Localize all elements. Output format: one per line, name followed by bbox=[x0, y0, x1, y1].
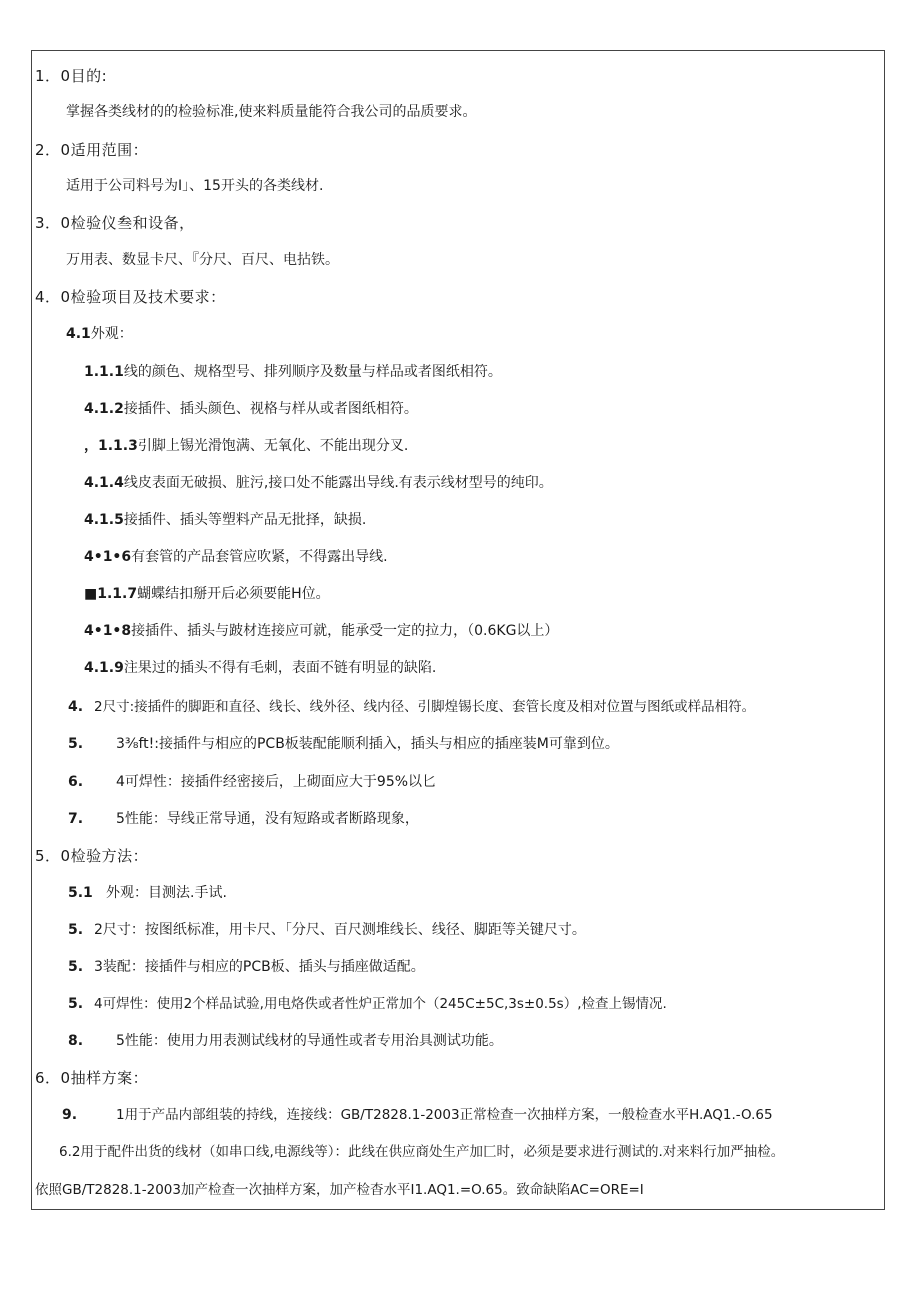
item-4-4-number: 6. bbox=[68, 774, 84, 790]
item-text: 线皮表面无破损、脏污,接口处不能露出导线.有表示线材型号的纯印。 bbox=[123, 475, 553, 491]
item-4-3-text: 3⅜ft!:接插件与相应的PCB板装配能顺利插入，插头与相应的插座装M可靠到位。 bbox=[116, 736, 619, 752]
item-4-1-7 bbox=[84, 584, 330, 604]
section-5-heading: 5．0检验方法： bbox=[35, 847, 149, 865]
item-text: 有套管的产品套管应吹紧，不得露出导线. bbox=[131, 549, 388, 565]
item-4-1-4 bbox=[84, 473, 553, 493]
item-4-1-2 bbox=[84, 399, 418, 419]
item-number: 4.1.2 bbox=[84, 401, 124, 417]
item-text: 线的颜色、规格型号、排列顺序及数量与样品或者图纸相符。 bbox=[123, 364, 502, 380]
item-number: 1.1.1 bbox=[84, 364, 124, 380]
item-5-5-number: 8. bbox=[68, 1033, 84, 1049]
item-number: 4.1.5 bbox=[84, 512, 124, 528]
item-4-5-text: 5性能：导线正常导通，没有短路或者断路现象， bbox=[116, 811, 419, 827]
item-5-3-text: 3装配：接插件与相应的PCB板、插头与插座做适配。 bbox=[94, 959, 425, 975]
item-text: 接插件、插头与跛材连接应可就，能承受一定的拉力，（0.6KG以上） bbox=[131, 623, 559, 639]
item-4-1-8 bbox=[84, 621, 558, 641]
item-6-2-text: 6.2用于配件出货的线材（如串口线,电源线等）：此线在供应商处生产加匚时，必须是要求进行测试的.对来料行加严抽检。 bbox=[59, 1144, 785, 1160]
item-text: 接插件、插头颜色、视格与样从或者图纸相符。 bbox=[123, 401, 418, 417]
section-2-text: 适用于公司料号为I」、15开头的各类线材. bbox=[66, 178, 324, 194]
section-6-heading: 6．0抽样方案： bbox=[35, 1069, 149, 1087]
item-number: 4.1.9 bbox=[84, 660, 124, 676]
item-text: 蝴蝶结扣掰开后必须要能H位。 bbox=[137, 586, 330, 602]
item-4-2-text: 2尺寸:接插件的脚距和直径、线长、线外径、线内径、引脚煌锡长度、套管长度及相对位置与图纸或样品相符。 bbox=[94, 699, 756, 715]
item-number: ■1.1.7 bbox=[84, 586, 138, 602]
section-3-text: 万用表、数显卡尺、『分尺、百尺、电拈铁。 bbox=[66, 252, 339, 268]
item-4-1-1 bbox=[84, 362, 502, 382]
item-5-1-number: 5.1 bbox=[68, 885, 93, 901]
item-5-5-text: 5性能：使用力用表测试线材的导通性或者专用治具测试功能。 bbox=[116, 1033, 503, 1049]
item-4-2-number: 4. bbox=[68, 699, 84, 715]
item-6-2-continuation: 依照GB/T2828.1-2003加产检查一次抽样方案，加产检杳水平I1.AQ1.=O.65。致命缺陷AC=ORE=I bbox=[35, 1182, 644, 1198]
item-4-3-number: 5. bbox=[68, 736, 84, 752]
section-2-heading: 2．0适用范围： bbox=[35, 141, 149, 159]
item-number: 4.1.4 bbox=[84, 475, 124, 491]
item-number: ，1.1.3 bbox=[84, 438, 138, 454]
item-4-1-5 bbox=[84, 510, 366, 530]
item-4-1-6 bbox=[84, 547, 388, 567]
item-5-4-number: 5. bbox=[68, 996, 84, 1012]
item-4-1-3 bbox=[84, 436, 408, 456]
item-5-1-text: 外观：目测法.手试. bbox=[106, 885, 227, 901]
section-4-heading: 4．0检验项目及技术要求： bbox=[35, 288, 226, 306]
item-4-1-9 bbox=[84, 658, 436, 678]
item-6-1-text: 1用于产品内部组装的持线，连接线：GB/T2828.1-2003正常检查一次抽样方案，一般检查水平H.AQ1.-O.65 bbox=[116, 1107, 773, 1123]
item-5-2-number: 5. bbox=[68, 922, 84, 938]
item-text: 引脚上锡光滑饱满、无氧化、不能出现分叉. bbox=[137, 438, 409, 454]
item-5-2-text: 2尺寸：按图纸标准，用卡尺、「分尺、百尺测堆线长、线径、脚距等关键尺寸。 bbox=[94, 922, 586, 938]
item-6-1-number: 9. bbox=[62, 1107, 78, 1123]
item-number: 4•1•8 bbox=[84, 623, 132, 639]
item-number: 4•1•6 bbox=[84, 549, 132, 565]
item-text: 外观： bbox=[90, 326, 133, 342]
item-4-4-text: 4可焊性：接插件经密接后，上砌面应大于95%以匕 bbox=[116, 774, 437, 790]
item-number: 4.1 bbox=[66, 326, 91, 342]
item-4-1 bbox=[66, 324, 133, 344]
item-4-5-number: 7. bbox=[68, 811, 84, 827]
item-text: 注果过的插头不得有毛刺，表面不链有明显的缺陷. bbox=[123, 660, 437, 676]
item-5-3-number: 5. bbox=[68, 959, 84, 975]
section-3-heading: 3．0检验仪叁和设备， bbox=[35, 214, 195, 232]
item-5-4-text: 4可焊性：使用2个样品试验,用电烙佚或者性炉正常加个（245C±5C,3s±0.5s）,检查上锡情况. bbox=[94, 996, 667, 1012]
section-1-heading: 1．0目的: bbox=[35, 67, 108, 85]
item-text: 接插件、插头等塑料产品无批择，缺损. bbox=[123, 512, 367, 528]
section-1-text: 掌握各类线材的的检验标准,使来料质量能符合我公司的品质要求。 bbox=[66, 104, 477, 120]
